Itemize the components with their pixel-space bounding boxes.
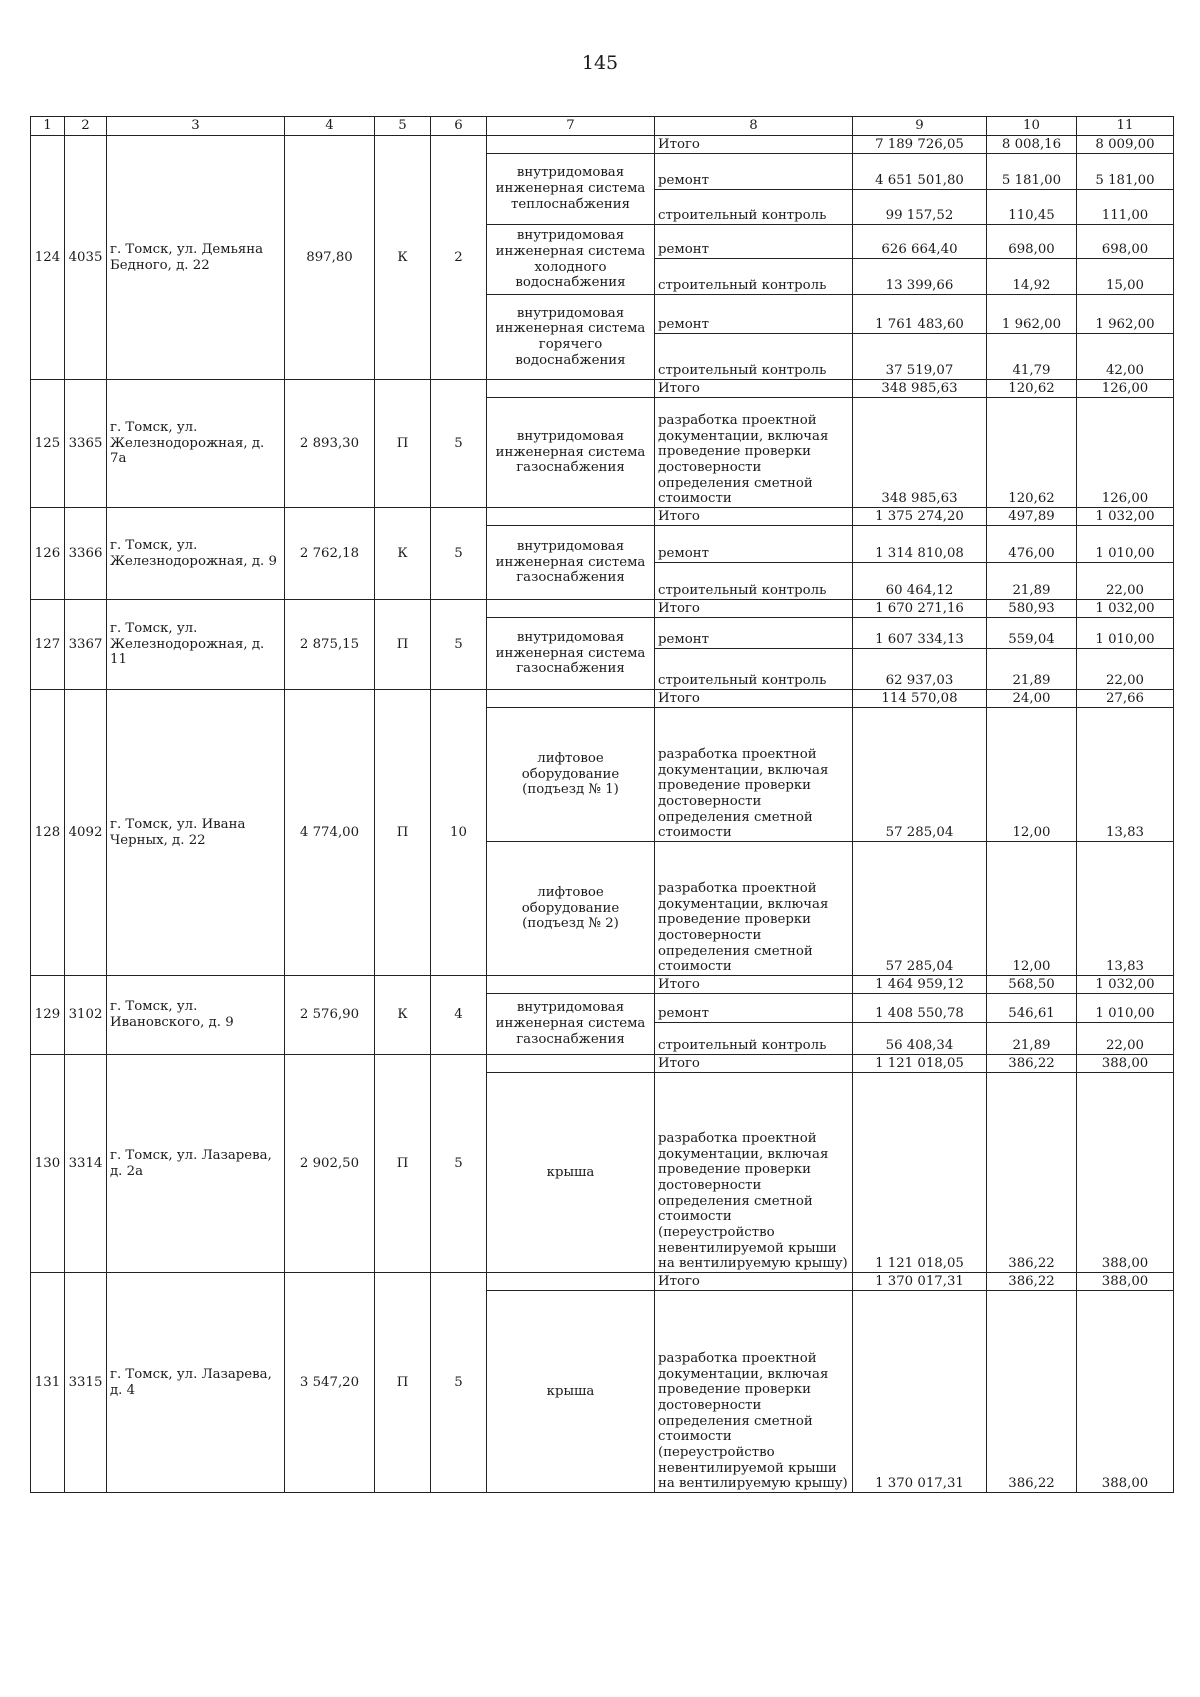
page-number: 145: [581, 52, 619, 74]
area-cell: 2 875,15: [285, 600, 375, 690]
work-type-cell: разработка проектной документации, включая проведение проверки достоверности определения сметной стоимости (переустройство невентилируемой крыши на вентилируемую крышу): [655, 1073, 853, 1273]
work-type-cell: ремонт: [655, 225, 853, 259]
object-code-cell: 3315: [65, 1273, 107, 1493]
limit-cell: 1 010,00: [1077, 994, 1174, 1023]
area-cell: 2 762,18: [285, 508, 375, 600]
limit-cell: 13,83: [1077, 708, 1174, 842]
row-number-cell: 127: [31, 600, 65, 690]
building-type-cell: П: [375, 1273, 431, 1493]
system-name-cell: внутридомовая инженерная система холодного водоснабжения: [487, 225, 655, 295]
system-cell-empty: [487, 976, 655, 994]
limit-cell: 126,00: [1077, 398, 1174, 508]
total-cost-cell: 7 189 726,05: [853, 136, 987, 154]
limit-cell: 5 181,00: [1077, 154, 1174, 190]
header-cell: 10: [987, 117, 1077, 136]
header-cell: 9: [853, 117, 987, 136]
limit-cell: 388,00: [1077, 1073, 1174, 1273]
total-label-cell: Итого: [655, 976, 853, 994]
total-label-cell: Итого: [655, 1273, 853, 1291]
system-cell-empty: [487, 136, 655, 154]
cost-cell: 1 314 810,08: [853, 526, 987, 563]
system-name-cell: внутридомовая инженерная система газоснабжения: [487, 398, 655, 508]
unit-cost-cell: 5 181,00: [987, 154, 1077, 190]
work-type-cell: строительный контроль: [655, 190, 853, 225]
floors-cell: 5: [431, 508, 487, 600]
table-row-total: [31, 600, 1174, 618]
total-cost-cell: 1 375 274,20: [853, 508, 987, 526]
floors-cell: 5: [431, 600, 487, 690]
unit-cost-cell: 698,00: [987, 225, 1077, 259]
total-cost-cell: 1 121 018,05: [853, 1055, 987, 1073]
work-type-cell: строительный контроль: [655, 1023, 853, 1055]
unit-cost-cell: 386,22: [987, 1291, 1077, 1493]
total-cost-cell: 114 570,08: [853, 690, 987, 708]
unit-cost-cell: 559,04: [987, 618, 1077, 649]
unit-cost-cell: 120,62: [987, 398, 1077, 508]
cost-cell: 56 408,34: [853, 1023, 987, 1055]
cost-cell: 4 651 501,80: [853, 154, 987, 190]
system-name-cell: крыша: [487, 1073, 655, 1273]
limit-cell: 1 010,00: [1077, 618, 1174, 649]
object-code-cell: 4092: [65, 690, 107, 976]
limit-cell: 388,00: [1077, 1291, 1174, 1493]
header-cell: 3: [107, 117, 285, 136]
cost-cell: 13 399,66: [853, 259, 987, 295]
total-cost-cell: 348 985,63: [853, 380, 987, 398]
total-limit-cell: 388,00: [1077, 1273, 1174, 1291]
area-cell: 897,80: [285, 136, 375, 380]
table-row-total: [31, 508, 1174, 526]
total-unit-cost-cell: 120,62: [987, 380, 1077, 398]
address-cell: г. Томск, ул. Лазарева, д. 2а: [107, 1055, 285, 1273]
floors-cell: 2: [431, 136, 487, 380]
object-code-cell: 3366: [65, 508, 107, 600]
system-name-cell: внутридомовая инженерная система газоснабжения: [487, 994, 655, 1055]
object-code-cell: 3367: [65, 600, 107, 690]
total-limit-cell: 388,00: [1077, 1055, 1174, 1073]
row-number-cell: 124: [31, 136, 65, 380]
system-cell-empty: [487, 508, 655, 526]
table-row-total: [31, 690, 1174, 708]
total-cost-cell: 1 670 271,16: [853, 600, 987, 618]
header-cell: 1: [31, 117, 65, 136]
building-type-cell: К: [375, 976, 431, 1055]
work-type-cell: строительный контроль: [655, 563, 853, 600]
total-label-cell: Итого: [655, 136, 853, 154]
system-name-cell: внутридомовая инженерная система газоснабжения: [487, 618, 655, 690]
table-row-total: [31, 380, 1174, 398]
work-type-cell: ремонт: [655, 526, 853, 563]
unit-cost-cell: 21,89: [987, 1023, 1077, 1055]
system-name-cell: внутридомовая инженерная система теплоснабжения: [487, 154, 655, 225]
total-limit-cell: 1 032,00: [1077, 600, 1174, 618]
work-type-cell: строительный контроль: [655, 259, 853, 295]
row-number-cell: 126: [31, 508, 65, 600]
total-label-cell: Итого: [655, 690, 853, 708]
system-name-cell: лифтовое оборудование (подъезд № 1): [487, 708, 655, 842]
table-row-total: [31, 136, 1174, 154]
work-type-cell: разработка проектной документации, включая проведение проверки достоверности определения сметной стоимости (переустройство невентилируемой крыши на вентилируемую крышу): [655, 1291, 853, 1493]
limit-cell: 1 962,00: [1077, 295, 1174, 334]
system-cell-empty: [487, 600, 655, 618]
floors-cell: 5: [431, 380, 487, 508]
cost-cell: 1 408 550,78: [853, 994, 987, 1023]
work-type-cell: разработка проектной документации, включая проведение проверки достоверности определения сметной стоимости: [655, 398, 853, 508]
header-cell: 8: [655, 117, 853, 136]
total-cost-cell: 1 464 959,12: [853, 976, 987, 994]
total-label-cell: Итого: [655, 380, 853, 398]
area-cell: 3 547,20: [285, 1273, 375, 1493]
unit-cost-cell: 14,92: [987, 259, 1077, 295]
total-unit-cost-cell: 580,93: [987, 600, 1077, 618]
floors-cell: 5: [431, 1055, 487, 1273]
object-code-cell: 3102: [65, 976, 107, 1055]
object-code-cell: 3314: [65, 1055, 107, 1273]
unit-cost-cell: 1 962,00: [987, 295, 1077, 334]
work-type-cell: ремонт: [655, 618, 853, 649]
header-cell: 6: [431, 117, 487, 136]
unit-cost-cell: 21,89: [987, 649, 1077, 690]
unit-cost-cell: 386,22: [987, 1073, 1077, 1273]
floors-cell: 5: [431, 1273, 487, 1493]
floors-cell: 10: [431, 690, 487, 976]
work-type-cell: ремонт: [655, 295, 853, 334]
total-unit-cost-cell: 8 008,16: [987, 136, 1077, 154]
header-cell: 11: [1077, 117, 1174, 136]
building-type-cell: К: [375, 508, 431, 600]
floors-cell: 4: [431, 976, 487, 1055]
work-type-cell: ремонт: [655, 994, 853, 1023]
unit-cost-cell: 12,00: [987, 708, 1077, 842]
total-limit-cell: 126,00: [1077, 380, 1174, 398]
total-limit-cell: 8 009,00: [1077, 136, 1174, 154]
row-number-cell: 128: [31, 690, 65, 976]
total-unit-cost-cell: 497,89: [987, 508, 1077, 526]
header-cell: 7: [487, 117, 655, 136]
total-unit-cost-cell: 24,00: [987, 690, 1077, 708]
row-number-cell: 125: [31, 380, 65, 508]
cost-cell: 1 121 018,05: [853, 1073, 987, 1273]
header-cell: 2: [65, 117, 107, 136]
area-cell: 2 576,90: [285, 976, 375, 1055]
building-type-cell: П: [375, 600, 431, 690]
area-cell: 2 902,50: [285, 1055, 375, 1273]
total-limit-cell: 1 032,00: [1077, 508, 1174, 526]
limit-cell: 1 010,00: [1077, 526, 1174, 563]
object-code-cell: 4035: [65, 136, 107, 380]
work-type-cell: ремонт: [655, 154, 853, 190]
limit-cell: 22,00: [1077, 563, 1174, 600]
address-cell: г. Томск, ул. Железнодорожная, д. 11: [107, 600, 285, 690]
header-cell: 5: [375, 117, 431, 136]
building-type-cell: К: [375, 136, 431, 380]
cost-cell: 62 937,03: [853, 649, 987, 690]
limit-cell: 22,00: [1077, 649, 1174, 690]
address-cell: г. Томск, ул. Ивановского, д. 9: [107, 976, 285, 1055]
table-row-total: [31, 1273, 1174, 1291]
row-number-cell: 129: [31, 976, 65, 1055]
total-label-cell: Итого: [655, 508, 853, 526]
total-unit-cost-cell: 386,22: [987, 1055, 1077, 1073]
table-row-total: [31, 976, 1174, 994]
cost-cell: 99 157,52: [853, 190, 987, 225]
address-cell: г. Томск, ул. Демьяна Бедного, д. 22: [107, 136, 285, 380]
row-number-cell: 131: [31, 1273, 65, 1493]
row-number-cell: 130: [31, 1055, 65, 1273]
building-type-cell: П: [375, 1055, 431, 1273]
address-cell: г. Томск, ул. Ивана Черных, д. 22: [107, 690, 285, 976]
limit-cell: 22,00: [1077, 1023, 1174, 1055]
unit-cost-cell: 476,00: [987, 526, 1077, 563]
limit-cell: 42,00: [1077, 334, 1174, 380]
limit-cell: 13,83: [1077, 842, 1174, 976]
total-unit-cost-cell: 386,22: [987, 1273, 1077, 1291]
total-cost-cell: 1 370 017,31: [853, 1273, 987, 1291]
cost-cell: 37 519,07: [853, 334, 987, 380]
system-name-cell: внутридомовая инженерная система горячего водоснабжения: [487, 295, 655, 380]
building-type-cell: П: [375, 380, 431, 508]
total-label-cell: Итого: [655, 1055, 853, 1073]
work-type-cell: разработка проектной документации, включая проведение проверки достоверности определения сметной стоимости: [655, 842, 853, 976]
works-table: [30, 116, 1174, 1493]
area-cell: 2 893,30: [285, 380, 375, 508]
building-type-cell: П: [375, 690, 431, 976]
object-code-cell: 3365: [65, 380, 107, 508]
limit-cell: 698,00: [1077, 225, 1174, 259]
system-name-cell: внутридомовая инженерная система газоснабжения: [487, 526, 655, 600]
unit-cost-cell: 12,00: [987, 842, 1077, 976]
total-limit-cell: 1 032,00: [1077, 976, 1174, 994]
system-cell-empty: [487, 690, 655, 708]
unit-cost-cell: 110,45: [987, 190, 1077, 225]
unit-cost-cell: 546,61: [987, 994, 1077, 1023]
table-row-total: [31, 1055, 1174, 1073]
unit-cost-cell: 41,79: [987, 334, 1077, 380]
cost-cell: 1 370 017,31: [853, 1291, 987, 1493]
total-label-cell: Итого: [655, 600, 853, 618]
work-type-cell: строительный контроль: [655, 334, 853, 380]
area-cell: 4 774,00: [285, 690, 375, 976]
cost-cell: 1 761 483,60: [853, 295, 987, 334]
total-unit-cost-cell: 568,50: [987, 976, 1077, 994]
cost-cell: 626 664,40: [853, 225, 987, 259]
work-type-cell: строительный контроль: [655, 649, 853, 690]
total-limit-cell: 27,66: [1077, 690, 1174, 708]
limit-cell: 15,00: [1077, 259, 1174, 295]
address-cell: г. Томск, ул. Железнодорожная, д. 7а: [107, 380, 285, 508]
work-type-cell: разработка проектной документации, включая проведение проверки достоверности определения сметной стоимости: [655, 708, 853, 842]
cost-cell: 57 285,04: [853, 708, 987, 842]
cost-cell: 1 607 334,13: [853, 618, 987, 649]
system-name-cell: крыша: [487, 1291, 655, 1493]
address-cell: г. Томск, ул. Железнодорожная, д. 9: [107, 508, 285, 600]
header-row: [31, 117, 1174, 136]
system-cell-empty: [487, 380, 655, 398]
cost-cell: 60 464,12: [853, 563, 987, 600]
unit-cost-cell: 21,89: [987, 563, 1077, 600]
limit-cell: 111,00: [1077, 190, 1174, 225]
header-cell: 4: [285, 117, 375, 136]
cost-cell: 57 285,04: [853, 842, 987, 976]
system-name-cell: лифтовое оборудование (подъезд № 2): [487, 842, 655, 976]
address-cell: г. Томск, ул. Лазарева, д. 4: [107, 1273, 285, 1493]
system-cell-empty: [487, 1273, 655, 1291]
system-cell-empty: [487, 1055, 655, 1073]
cost-cell: 348 985,63: [853, 398, 987, 508]
